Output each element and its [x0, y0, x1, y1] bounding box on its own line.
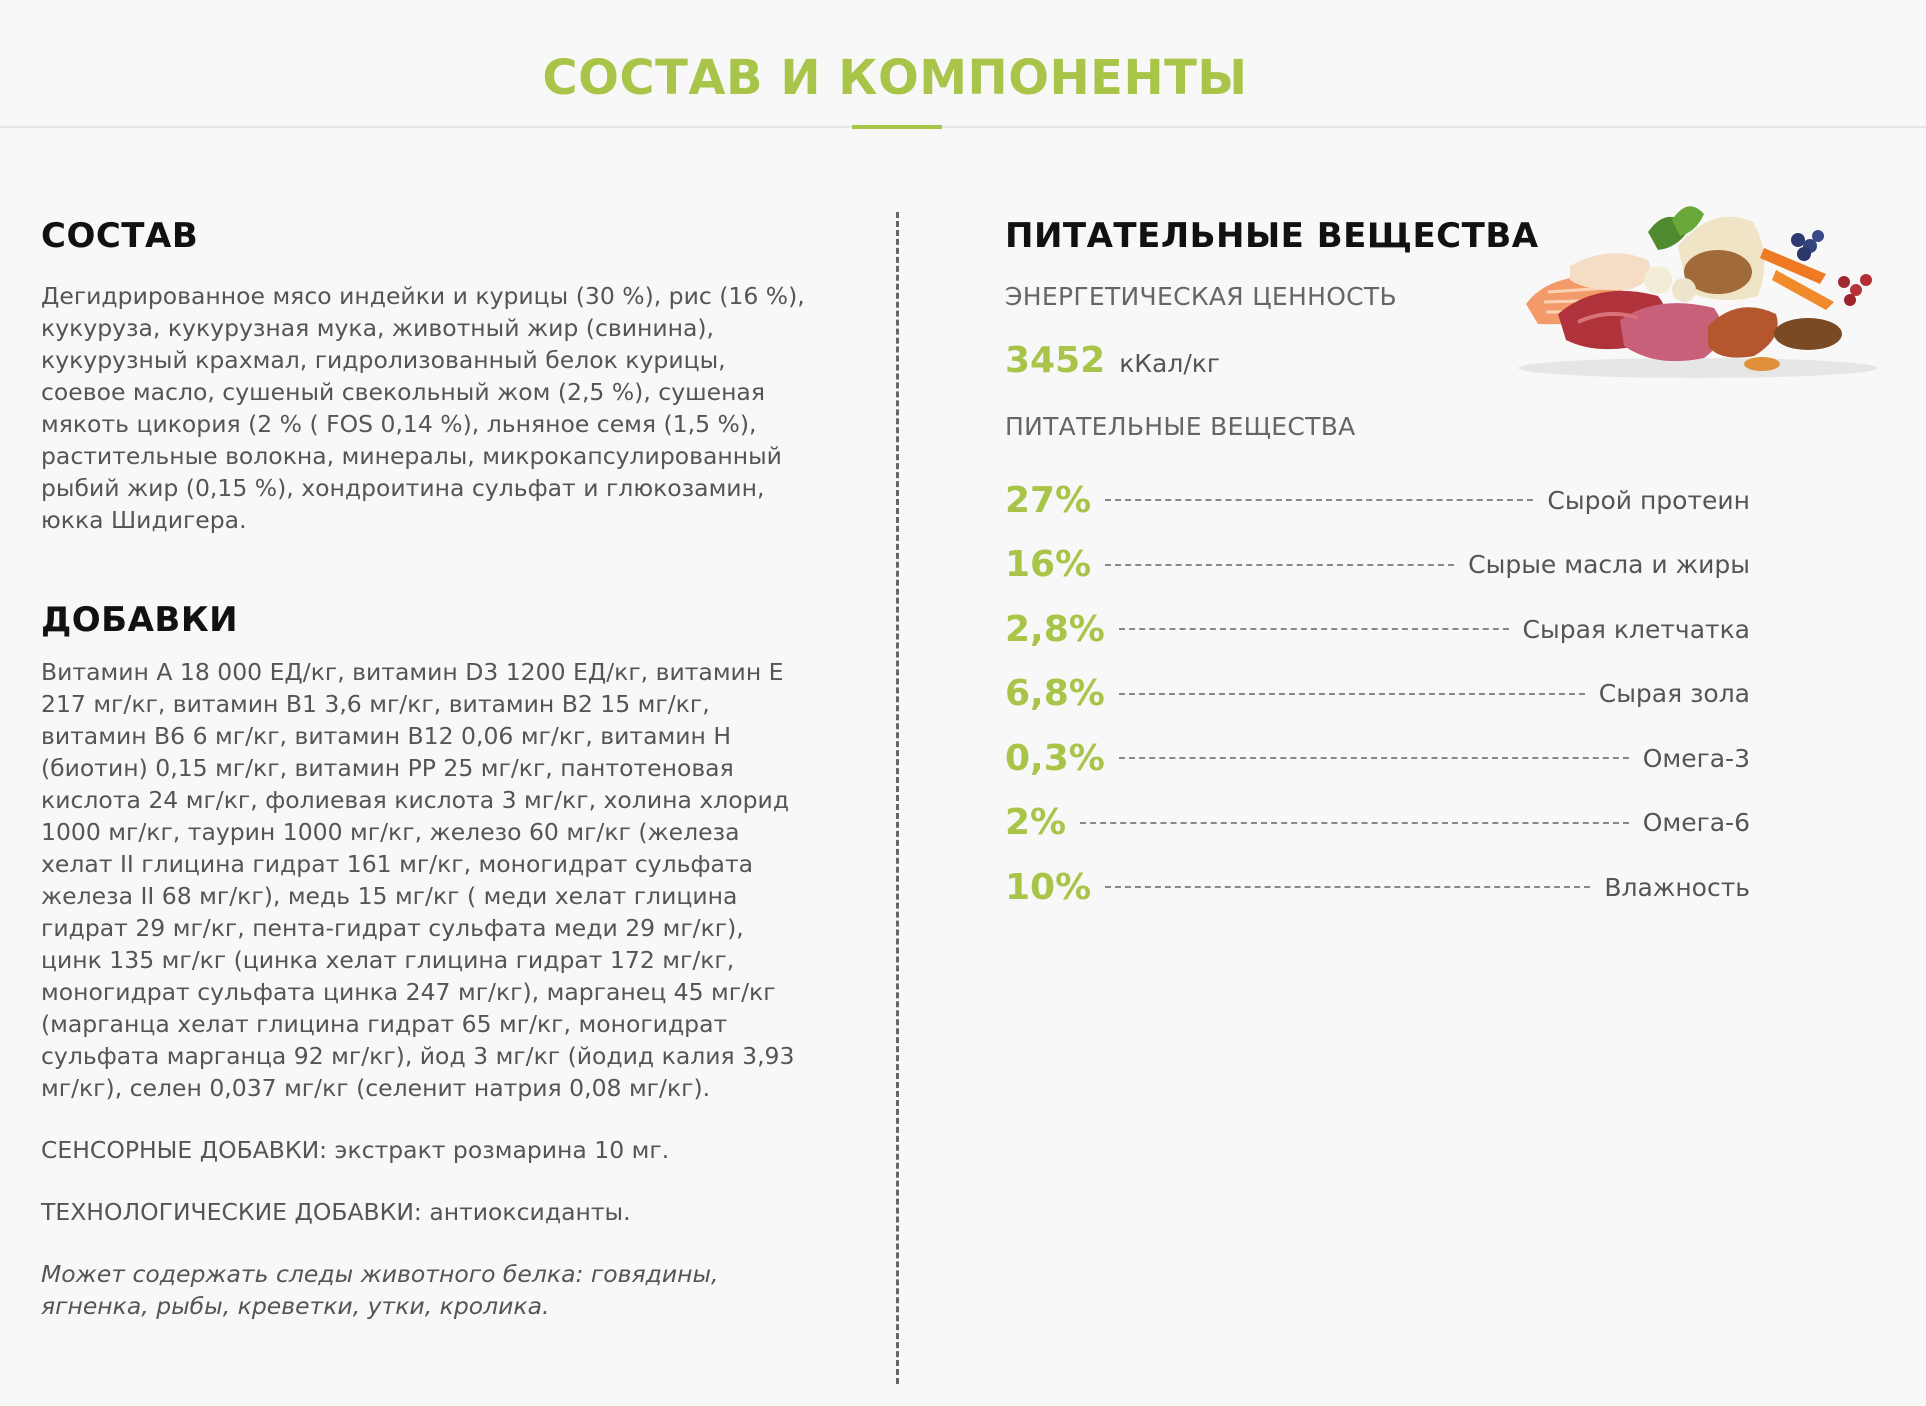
composition-heading: СОСТАВ — [41, 216, 199, 256]
nutrient-name: Сырая зола — [1598, 679, 1750, 709]
dotted-leader — [1105, 886, 1590, 888]
additives-text: Витамин А 18 000 ЕД/кг, витамин D3 1200 ЕД/кг, витамин Е 217 мг/кг, витамин В1 3,6 мг/кг, витамин В2 15 мг/кг, витамин В6 6 мг/кг, витамин В12 0,06 мг/кг, витамин Н (биотин) 0,15 мг/кг, витамин РР 25 мг/кг, пантотеновая кислота 24 мг/кг, фолиевая кислота 3 мг/кг, холина хлорид 1000 мг/кг, таурин 1000 мг/кг, железо 60 мг/кг (железа хелат II глицина гидрат 161 мг/кг, моногидрат сульфата железа II 68 мг/кг), медь 15 мг/кг ( меди хелат глицина гидрат 29 мг/кг, пента-гидрат сульфата меди 29 мг/кг), цинк 135 мг/кг (цинка хелат глицина гидрат 172 мг/кг, моногидрат сульфата цинка 247 мг/кг), марганец 45 мг/кг (марганца хелат глицина гидрат 65 мг/кг, моногидрат сульфата марганца 92 мг/кг), йод 3 мг/кг (йодид калия 3,93 мг/кг), селен 0,037 мг/кг (селенит натрия 0,08 мг/кг). — [41, 658, 795, 1102]
nutrient-row — [1005, 662, 1750, 727]
composition-text: Дегидрированное мясо индейки и курицы (30 %), рис (16 %), кукуруза, кукурузная мука, животный жир (свинина), кукурузный крахмал, гидролизованный белок курицы, соевое масло, сушеный свекольный жом (2,5 %), сушеная мякоть цикория (2 % ( FOS 0,14 %), льняное семя (1,5 %), растительные волокна, минералы, микрокапсулированный рыбий жир (0,15 %), хондроитина сульфат и глюкозамин, юкка Шидигера. — [41, 282, 805, 534]
nutrient-row — [1005, 533, 1750, 598]
nutrient-value: 0,3% — [1005, 737, 1105, 779]
dotted-leader — [1119, 757, 1629, 759]
nutrient-row — [1005, 468, 1750, 533]
page-header — [0, 0, 1926, 128]
nutrient-list — [1005, 468, 1750, 920]
title-underline — [852, 125, 942, 129]
nutrient-value: 2% — [1005, 802, 1067, 844]
dotted-leader — [1119, 628, 1509, 630]
nutrient-name: Сырая клетчатка — [1522, 614, 1750, 644]
nutrient-row — [1005, 726, 1750, 791]
nutrient-row — [1005, 791, 1750, 856]
nutrients-list-label: ПИТАТЕЛЬНЫЕ ВЕЩЕСТВА — [1005, 412, 1356, 441]
dotted-leader — [1105, 499, 1533, 501]
allergen-note: Может содержать следы животного белка: говядины, ягненка, рыбы, креветки, утки, кролика. — [41, 1260, 719, 1320]
nutrients-heading: ПИТАТЕЛЬНЫЕ ВЕЩЕСТВА — [1005, 216, 1539, 256]
nutrient-name: Омега-3 — [1642, 743, 1750, 773]
dotted-leader — [1080, 822, 1629, 824]
dotted-leader — [1119, 693, 1585, 695]
energy-unit: кКал/кг — [1119, 349, 1221, 378]
nutrient-row — [1005, 855, 1750, 920]
nutrient-name: Влажность — [1604, 872, 1750, 902]
energy-row — [1005, 340, 1220, 381]
column-divider — [896, 212, 899, 1384]
nutrient-value: 2,8% — [1005, 608, 1105, 650]
technological-additives-text: ТЕХНОЛОГИЧЕСКИЕ ДОБАВКИ: антиоксиданты. — [41, 1198, 631, 1226]
nutrient-row — [1005, 597, 1750, 662]
nutrient-name: Сырой протеин — [1547, 485, 1750, 515]
nutrient-value: 10% — [1005, 866, 1092, 908]
additives-heading: ДОБАВКИ — [41, 600, 239, 640]
nutrient-name: Сырые масла и жиры — [1468, 550, 1750, 580]
sensory-additives-text: СЕНСОРНЫЕ ДОБАВКИ: экстракт розмарина 10 мг. — [41, 1136, 670, 1164]
energy-label: ЭНЕРГЕТИЧЕСКАЯ ЦЕННОСТЬ — [1005, 282, 1397, 311]
energy-value: 3452 — [1005, 340, 1106, 381]
nutrient-value: 6,8% — [1005, 673, 1105, 715]
nutrient-name: Омега-6 — [1642, 808, 1750, 838]
nutrient-value: 27% — [1005, 479, 1092, 521]
dotted-leader — [1105, 564, 1454, 566]
food-ingredients-image — [1508, 196, 1888, 386]
nutrient-value: 16% — [1005, 544, 1092, 586]
page-title: СОСТАВ И КОМПОНЕНТЫ — [542, 50, 1248, 106]
